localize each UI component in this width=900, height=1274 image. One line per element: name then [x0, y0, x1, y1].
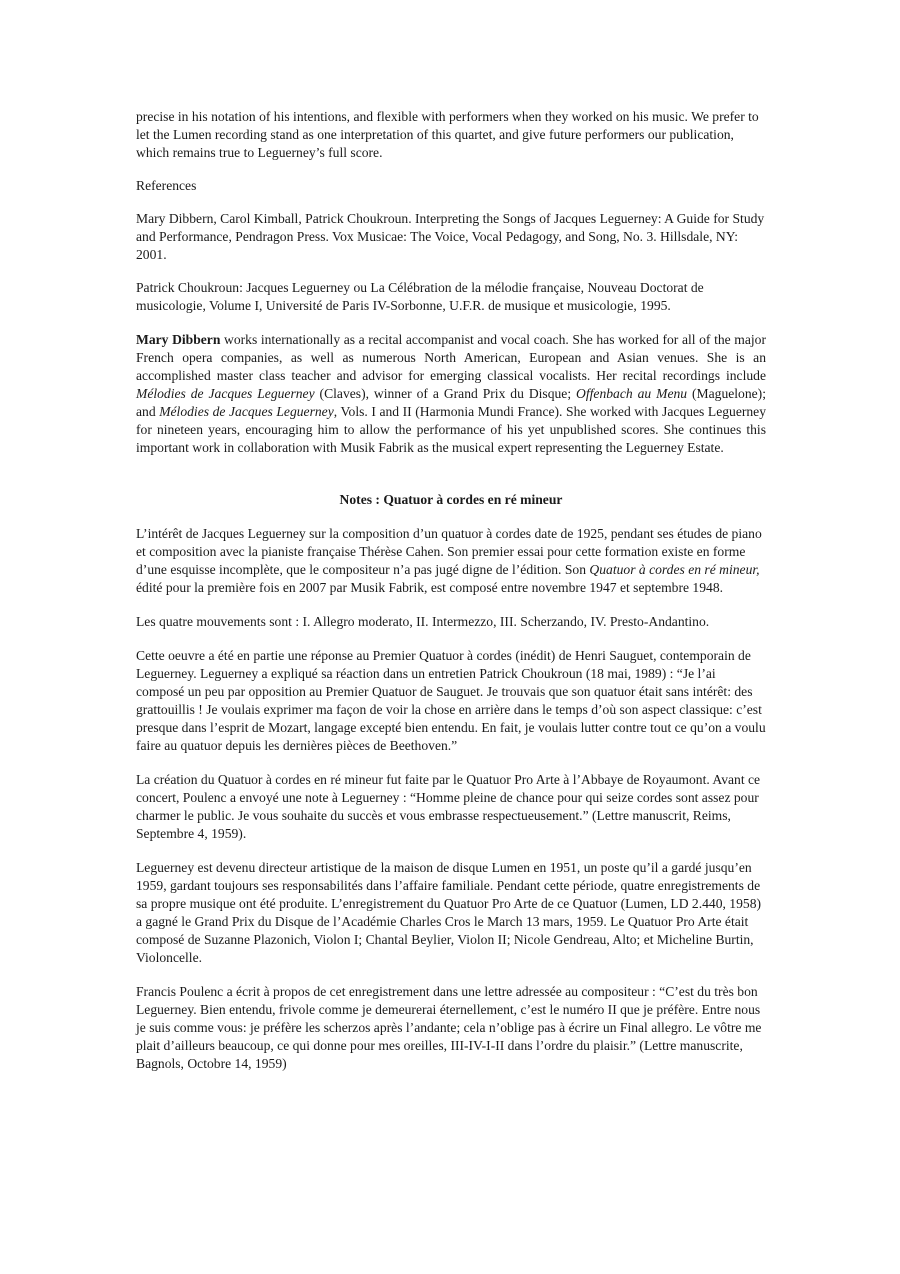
reference-item: Patrick Choukroun: Jacques Leguerney ou La Célébration de la mélodie française, Nouveau Doctorat de musicologie, Volume I, Université de Paris IV-Sorbonne, U.F.R. de musique et musicologie, 1995. — [136, 280, 704, 313]
notes-paragraph: La création du Quatuor à cordes en ré mineur fut faite par le Quatuor Pro Arte à l’Abbaye de Royaumont. Avant ce concert, Poulenc a envoyé une note à Leguerney : “Homme pleine de chance pour qui seize cordes sont assez pour charmer le public. Je vous souhaite du succès et vous embrasse respectueusement.” (Lettre manuscrit, Reims, Septembre 4, 1959). — [136, 772, 761, 841]
bio-text: , Vols. I and II (Harmonia Mundi France). She worked with Jacques Leguerney for nineteen years, encouraging him to allow the performance of his yet unpublished scores. She continues this important work in collaboration with Musik Fabrik as the musical expert representing the Leguerney Estate. — [136, 404, 767, 455]
notes-paragraph — [136, 525, 766, 597]
notes-paragraph: Cette oeuvre a été en partie une réponse au Premier Quatuor à cordes (inédit) de Henri Sauguet, contemporain de Leguerney. Leguerney a expliqué sa réaction dans un entretien Patrick Choukroun (18 mai, 1989) : “Je l’ai composé un peu par opposition au Premier Quatuor de Sauguet. Je trouvais que son quatuor était sans intérêt: des grattouillis ! Je voulais exprimer ma façon de voir la chose en arrière dans le temps d’où son aspect classique: c’est presque dans l’esprit de Mozart, langage excepté bien entendu. En fait, je voulais lutter contre tout ce qu’on a voulu faire au quatuor depuis les dernières pièces de Beethoven.” — [136, 648, 766, 753]
work-title: Quatuor à cordes en ré mineur, — [589, 562, 760, 577]
bio-text: works internationally as a recital accompanist and vocal coach. She has worked for all of the major French opera companies, as well as numerous North American, European and Asian venues. She is an accomplished master class teacher and advisor for emerging classical vocalists. Her recital recordings include — [136, 332, 766, 383]
bio-text: (Claves), winner of a Grand Prix du Disque; — [314, 386, 577, 401]
bio-album-title: Mélodies de Jacques Leguerney — [136, 386, 315, 401]
document-page — [136, 108, 766, 1073]
bio-album-title: Mélodies de Jacques Leguerney — [159, 404, 334, 419]
bio-name: Mary Dibbern — [136, 332, 221, 347]
bio-text: (Maguelone); and — [136, 386, 766, 419]
bio-paragraph — [136, 331, 766, 457]
notes-paragraph: Les quatre mouvements sont : I. Allegro moderato, II. Intermezzo, III. Scherzando, IV. Presto-Andantino. — [136, 614, 710, 629]
intro-paragraph: precise in his notation of his intentions, and flexible with performers when they worked on his music. We prefer to let the Lumen recording stand as one interpretation of this quartet, and give future performers our publication, which remains true to Leguerney’s full score. — [136, 109, 759, 160]
notes-paragraph: Leguerney est devenu directeur artistique de la maison de disque Lumen en 1951, un poste qu’il a gardé jusqu’en 1959, gardant toujours ses responsabilités dans l’affaire familiale. Pendant cette période, quatre enregistrements de sa propre musique ont été produite. L’enregistrement du Quatuor Pro Arte de ce Quatuor (Lumen, LD 2.440, 1958) a gagné le Grand Prix du Disque de l’Académie Charles Cros le March 13 mars, 1959. Le Quatuor Pro Arte était composé de Suzanne Plazonich, Violon I; Chantal Beylier, Violon II; Nicole Gendreau, Alto; et Micheline Burtin, Violoncelle. — [136, 860, 762, 965]
notes-text: édité pour la première fois en 2007 par Musik Fabrik, est composé entre novembre 1947 et septembre 1948. — [136, 580, 724, 595]
bio-album-title: Offenbach au Menu — [576, 386, 688, 401]
notes-paragraph: Francis Poulenc a écrit à propos de cet enregistrement dans une lettre adressée au compositeur : “C’est du très bon Leguerney. Bien entendu, frivole comme je demeurerai éternellement, c’est le numéro II que je préfère. Entre nous je suis comme vous: je préfère les scherzos après l’andante; cela n’oblige pas à écrire un Final allegro. Le vôtre me plait d’ailleurs beaucoup, ce qui donne pour mes oreilles, III-IV-I-II dans l’ordre du plaisir.” (Lettre manuscrite, Bagnols, Octobre 14, 1959) — [136, 984, 762, 1071]
notes-title: Notes : Quatuor à cordes en ré mineur — [339, 492, 563, 507]
references-heading: References — [136, 178, 197, 193]
reference-item: Mary Dibbern, Carol Kimball, Patrick Choukroun. Interpreting the Songs of Jacques Leguerney: A Guide for Study and Performance, Pendragon Press. Vox Musicae: The Voice, Vocal Pedagogy, and Song, No. 3. Hillsdale, NY: 2001. — [136, 211, 765, 262]
notes-text: L’intérêt de Jacques Leguerney sur la composition d’un quatuor à cordes date de 1925, pendant ses études de piano et composition avec la pianiste française Thérèse Cahen. Son premier essai pour cette formation existe en forme d’une esquisse incomplète, que le compositeur n’a pas jugé digne de l’édition. Son — [136, 526, 762, 577]
